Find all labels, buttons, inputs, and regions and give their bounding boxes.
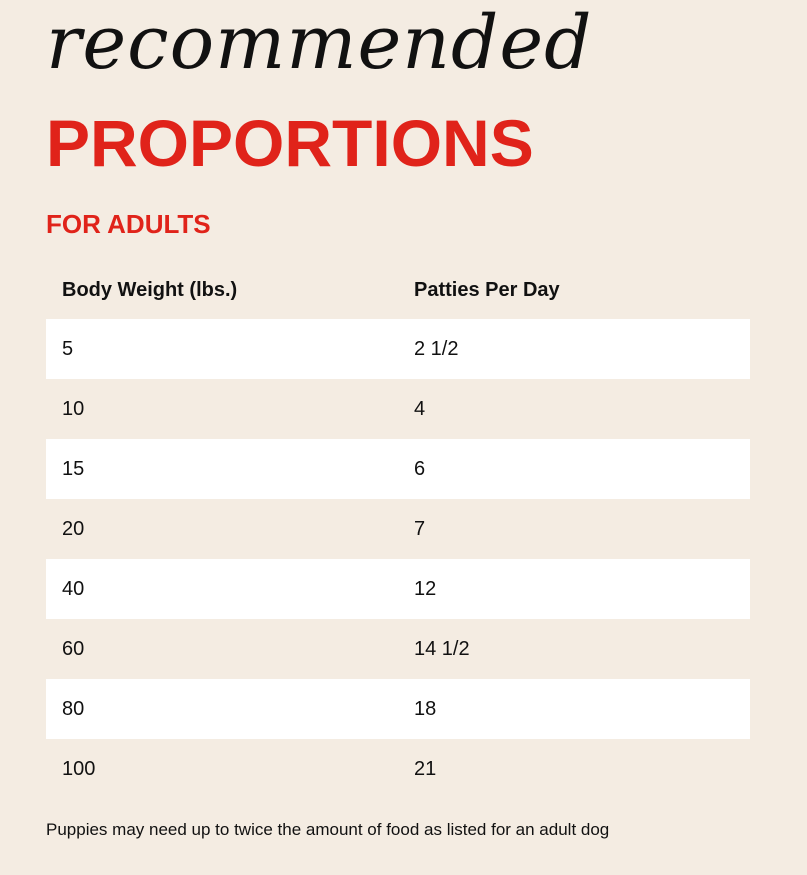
- body-weight-cell: 60: [62, 637, 85, 660]
- patties-per-day-cell: 14 1/2: [414, 637, 470, 660]
- table-row: [46, 439, 750, 499]
- footnote: Puppies may need up to twice the amount of food as listed for an adult dog: [46, 820, 610, 839]
- table-row: [46, 379, 750, 439]
- table-row: [46, 679, 750, 739]
- page-title: PROPORTIONS: [46, 106, 534, 180]
- body-weight-cell: 15: [62, 457, 85, 480]
- table-row: [46, 499, 750, 559]
- section-subtitle: FOR ADULTS: [46, 209, 211, 239]
- patties-per-day-cell: 4: [414, 397, 426, 420]
- column-header-body-weight: Body Weight (lbs.): [62, 278, 238, 301]
- column-header-patties-per-day: Patties Per Day: [414, 278, 560, 301]
- body-weight-cell: 10: [62, 397, 85, 420]
- body-weight-cell: 80: [62, 697, 85, 720]
- body-weight-cell: 20: [62, 517, 85, 540]
- body-weight-cell: 5: [62, 337, 74, 360]
- body-weight-cell: 100: [62, 757, 96, 780]
- table-row: [46, 619, 750, 679]
- patties-per-day-cell: 2 1/2: [414, 337, 459, 360]
- table-row: [46, 559, 750, 619]
- proportions-table: [46, 261, 750, 799]
- patties-per-day-cell: 18: [414, 697, 437, 720]
- script-title: recommended: [46, 0, 593, 86]
- body-weight-cell: 40: [62, 577, 85, 600]
- table-row: [46, 319, 750, 379]
- patties-per-day-cell: 6: [414, 457, 426, 480]
- patties-per-day-cell: 21: [414, 757, 437, 780]
- table-header: [46, 261, 750, 319]
- table-row: [46, 739, 750, 799]
- patties-per-day-cell: 12: [414, 577, 437, 600]
- patties-per-day-cell: 7: [414, 517, 426, 540]
